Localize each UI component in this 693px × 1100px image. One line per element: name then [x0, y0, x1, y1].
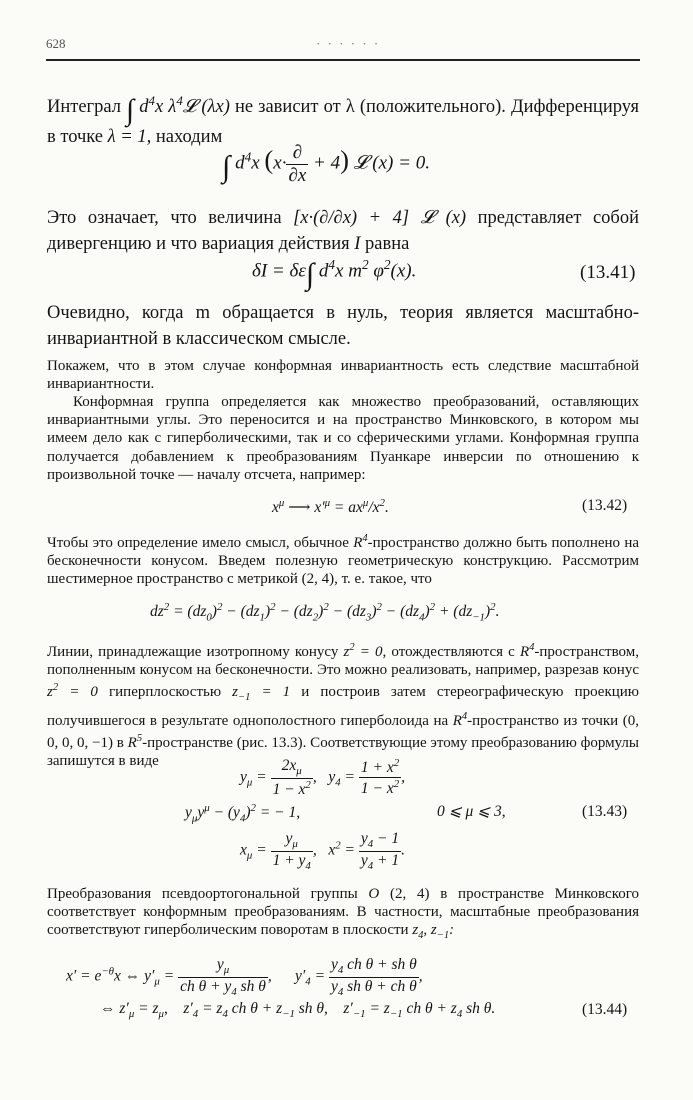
page-header [46, 36, 640, 56]
p7-text-c: -пространством, пополненным конусом на бесконечности. Это можно реализовать, например, разрезав конус [47, 644, 640, 679]
equation-13-43-condition: 0 ⩽ μ ⩽ 3, [437, 803, 506, 820]
equation-number-13-43: (13.43) [582, 803, 628, 820]
equation-number-13-41: (13.41) [580, 262, 636, 283]
paragraph-conformal-group: Конформная группа определяется как множество преобразований, оставляющих инвариантными углы. Это переносится и на пространство Минковского, в котором мы имеем дело как с гиперболическими, так и со сферическими углами. Конформная группа получается добавлением к преобразованиям Пуанкаре инверсии по отношению к произвольной точке — началу отсчета, например: [47, 394, 639, 483]
p8-text-b: в пространстве Минковского соответствует конформным преобразованиям. В частности, масштабные преобразования соответствуют гиперболическим поворотам в плоскости [47, 886, 639, 939]
paragraph-integral [47, 88, 639, 150]
p1-text-b: не зависит от λ (положительного). Дифференцируя в точке [47, 97, 640, 147]
paragraph-divergence [47, 205, 639, 257]
equation-13-43-line2: $y_\mu y^\mu - (y_4)^2$ = − 1, [185, 802, 301, 825]
paragraph-conformal-consequence: Покажем, что в этом случае конформная инвариантность есть следствие масштабной инвариантности. [47, 358, 639, 393]
inline-formula-R4: $R^4$ [348, 533, 368, 551]
p2-text-b: представляет собой дивергенцию и что вариация действия [47, 208, 639, 254]
header-rule [46, 59, 640, 61]
p6-text-a: Чтобы это определение имело смысл, обычное [47, 535, 349, 551]
p7-text-f: -пространство из точки (0, 0, 0, 0, −1) в [47, 712, 639, 751]
equation-13-44-line2: ⇔ $z'_\mu = z_\mu$, $z'_4 = z_4$ ch $\theta + z_{-1}$ sh θ, $z'_{-1} = z_{-1}$ ch $\theta + z_4$ sh θ. [100, 1000, 496, 1021]
equation-divergence: ∫ $d^4x$ (x· $\frac{\partial}{\partial x}$ + 4) 𝓛 (x) = 0. [222, 142, 430, 186]
p1-text-c: находим [155, 126, 223, 147]
inline-formula-lambda: λ = 1, [107, 126, 152, 147]
p7-text-b: , отождествляются с [382, 644, 515, 660]
equation-13-41: δI = δε∫ $d^4x$ $m^2$ $\varphi^2(x)$. [252, 257, 417, 291]
page-number: 628 [46, 36, 66, 51]
equation-13-43-line3: $x_\mu$ = $\frac{y_\mu}{1 + y_4}$ , $x^2$ = $\frac{y_4 - 1}{y_4 + 1}$ . [240, 830, 406, 872]
paragraph-pseudo-orthogonal: Преобразования псевдоортогональной группы O (2, 4) в пространстве Минковского соответствует конформным преобразованиям. В частности, масштабные преобразования соответствуют гиперболическим поворотам в плоскости $z_4$, $z_{-1}$: [47, 886, 639, 942]
p7-text-d: гиперплоскостью [109, 684, 222, 701]
paragraph-scale-invariance: Очевидно, когда m обращается в нуль, теория является масштабно-инвариантной в классическом смысле. [47, 303, 639, 349]
running-title: · · · · · · [316, 36, 381, 51]
inline-formula-O24: O [368, 886, 380, 902]
inline-formula-integral: ∫ $d^4x$ $\lambda^4𝓛$ (λx) [126, 93, 230, 127]
equation-13-42: $x^\mu$ ⟶ $x'^\mu = ax^\mu/x^2$. [272, 497, 389, 517]
equation-13-43-line1: $y_\mu$ = $\frac{2x_\mu}{1 - x^2}$ , $y_4$ = $\frac{1 + x^2}{1 - x^2}$ , [240, 757, 405, 798]
paragraph-isotropic-cone [47, 639, 639, 770]
p8-text-a: Преобразования псевдоортогональной группы [47, 886, 358, 902]
equation-13-44-line1: $x' = e^{-\theta}x$ ⇔ $y'_\mu$ = $\frac{y_\mu}{ch \theta + y_4 sh \theta}$ , $y'_4$ = $\frac{y_4 ch \theta + sh \theta}{y_4 sh \theta + ch \theta}$ , [66, 956, 423, 998]
p7-text-a: Линии, принадлежащие изотропному конусу [47, 644, 339, 660]
p6-text-b: -пространство должно быть пополнено на бесконечности конусом. Введем полезную геометрическую конструкцию. Рассмотрим шестимерное пространство с метрикой (2, 4), т. е. такое, что [47, 535, 640, 588]
inline-formula-I: I [354, 234, 361, 254]
p2-text-c: равна [365, 234, 410, 254]
paragraph-six-dim-space [47, 530, 639, 589]
p7-text-e: и построив затем стереографическую проекцию получившегося в результате однополостного гиперболоида на [47, 684, 639, 729]
p1-text-a: Интеграл [47, 97, 121, 118]
inline-formula-R4-b: $R^4$ [519, 642, 535, 660]
inline-formula-R4-c: $R^4$ [452, 710, 468, 729]
equation-metric: $dz^2 = (dz_0)^2 - (dz_1)^2 - (dz_2)^2 - (dz_3)^2 - (dz_4)^2 + (dz_{-1})^2$. [150, 601, 500, 624]
equation-number-13-44: (13.44) [582, 1001, 628, 1018]
inline-formula-plane: $z_4$, $z_{-1}$: [412, 922, 455, 942]
inline-formula-bracket: [x·(∂/∂x) + 4] 𝓛 (x) [293, 208, 467, 228]
inline-formula-hyperplane: $z_{-1} = 1$ [232, 684, 291, 704]
p7-text-g: -пространстве (рис. 13.3). Соответствующие этому преобразованию формулы запишутся в виде [47, 734, 639, 770]
inline-formula-cone-b: $z^2 = 0$ [47, 682, 98, 701]
p2-text-a: Это означает, что величина [47, 208, 282, 228]
inline-formula-cone: $z^2 = 0$ [343, 642, 383, 660]
equation-number-13-42: (13.42) [582, 497, 628, 514]
inline-formula-R5: $R^5$ [127, 732, 143, 751]
